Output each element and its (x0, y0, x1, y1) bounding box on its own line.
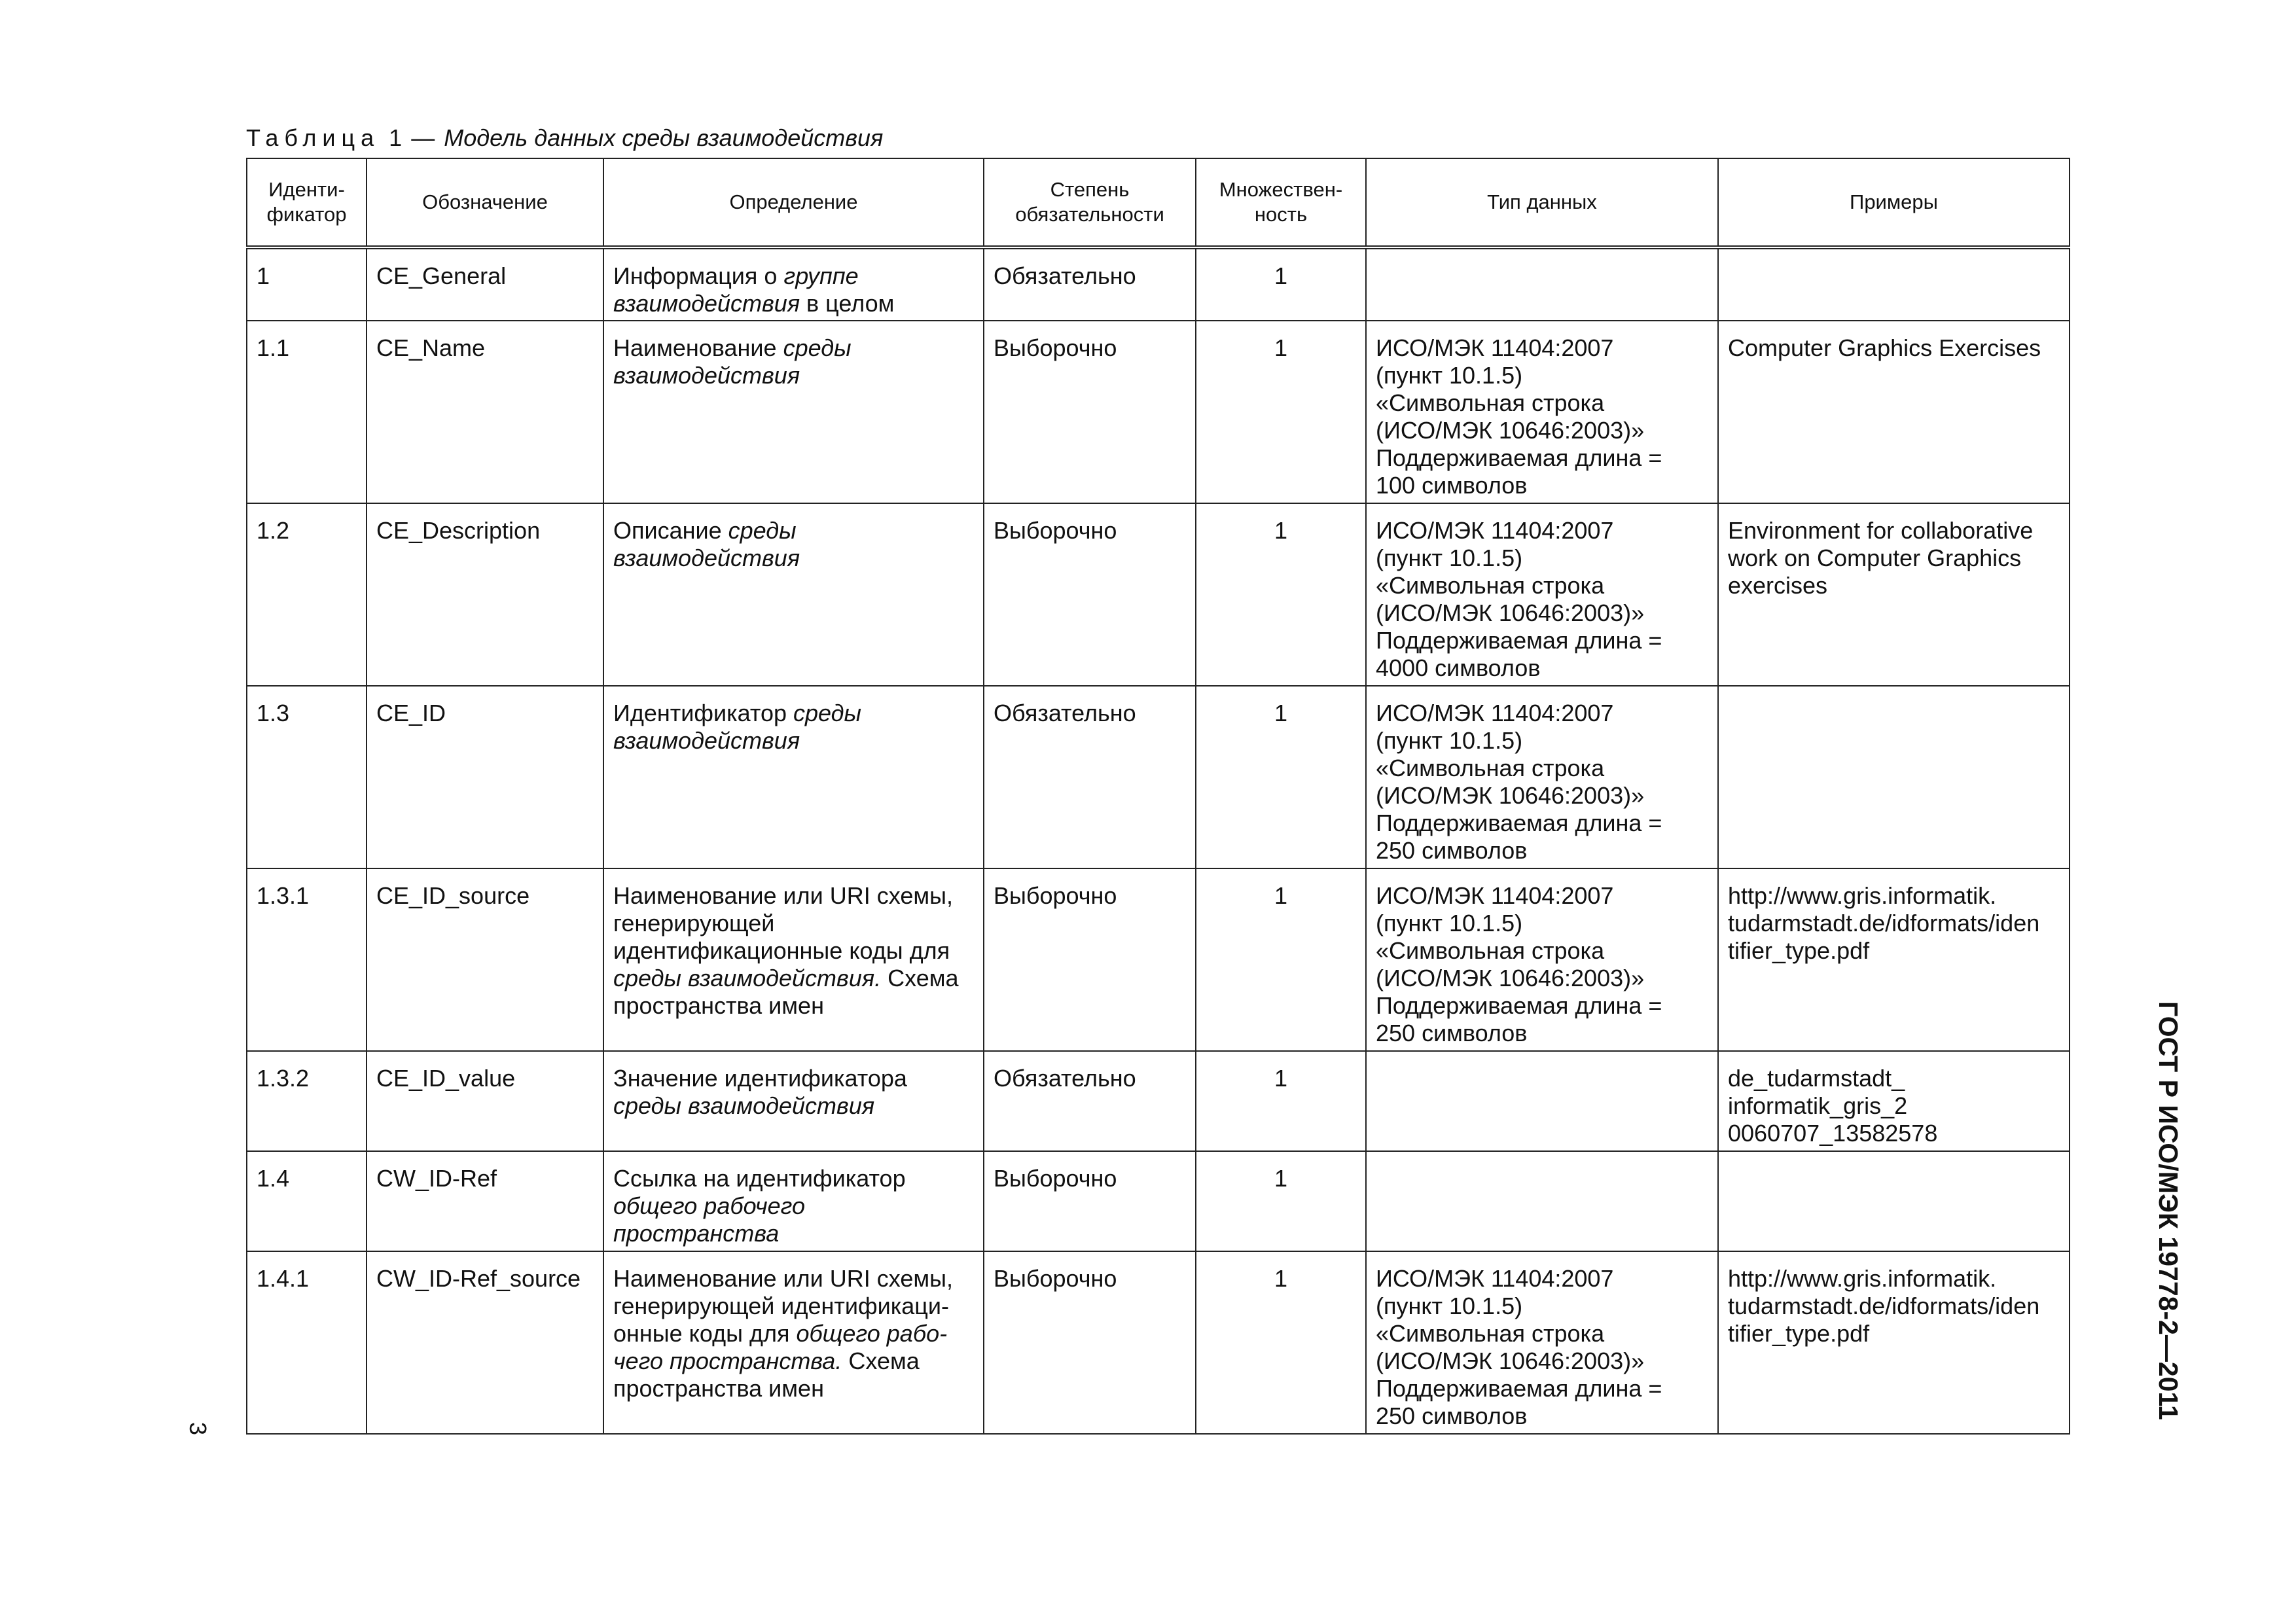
cell-examples (1718, 1151, 2070, 1251)
table-row (247, 503, 2070, 686)
cell-id: 1.4.1 (247, 1251, 367, 1434)
cell-id: 1.3.2 (247, 1051, 367, 1151)
cell-datatype: ИСО/МЭК 11404:2007 (пункт 10.1.5) «Символьная строка (ИСО/МЭК 10646:2003)» Поддерживаемая длина = 250 символов (1366, 1251, 1718, 1434)
cell-multiplicity: 1 (1196, 686, 1366, 868)
cell-obligation: Выборочно (984, 1151, 1196, 1251)
cell-definition: Значение идентификатора среды взаимодействия (603, 1051, 984, 1151)
cell-obligation: Обязательно (984, 247, 1196, 321)
cell-datatype: ИСО/МЭК 11404:2007 (пункт 10.1.5) «Символьная строка (ИСО/МЭК 10646:2003)» Поддерживаемая длина = 250 символов (1366, 686, 1718, 868)
cell-datatype: ИСО/МЭК 11404:2007 (пункт 10.1.5) «Символьная строка (ИСО/МЭК 10646:2003)» Поддерживаемая длина = 100 символов (1366, 321, 1718, 503)
table-row (247, 321, 2070, 503)
cell-name: CE_Description (367, 503, 603, 686)
document-side-title: ГОСТ Р ИСО/МЭК 19778-2—2011 (2153, 1001, 2183, 1420)
cell-obligation: Обязательно (984, 1051, 1196, 1151)
cell-id: 1 (247, 247, 367, 321)
data-model-table (246, 158, 2070, 1435)
header-row (247, 158, 2070, 247)
cell-datatype (1366, 1051, 1718, 1151)
cell-definition: Наименование или URI схемы, генерирующей идентификаци-онные коды для общего рабо-чего пространства. Схема пространства имен (603, 1251, 984, 1434)
cell-id: 1.2 (247, 503, 367, 686)
cell-name: CW_ID-Ref_source (367, 1251, 603, 1434)
table-row (247, 247, 2070, 321)
table-row (247, 1251, 2070, 1434)
header-definition: Определение (603, 158, 984, 247)
cell-examples (1718, 247, 2070, 321)
cell-obligation: Выборочно (984, 868, 1196, 1051)
caption-title: Модель данных среды взаимодействия (444, 124, 884, 151)
caption-dash: — (411, 124, 435, 151)
cell-multiplicity: 1 (1196, 1151, 1366, 1251)
cell-name: CE_ID (367, 686, 603, 868)
cell-obligation: Выборочно (984, 1251, 1196, 1434)
cell-examples: de_tudarmstadt_ informatik_gris_2 0060707_13582578 (1718, 1051, 2070, 1151)
cell-multiplicity: 1 (1196, 247, 1366, 321)
cell-datatype: ИСО/МЭК 11404:2007 (пункт 10.1.5) «Символьная строка (ИСО/МЭК 10646:2003)» Поддерживаемая длина = 250 символов (1366, 868, 1718, 1051)
cell-examples: Computer Graphics Exercises (1718, 321, 2070, 503)
cell-multiplicity: 1 (1196, 321, 1366, 503)
header-multiplicity: Множествен- ность (1196, 158, 1366, 247)
table-caption (246, 122, 883, 154)
header-datatype: Тип данных (1366, 158, 1718, 247)
table-row (247, 686, 2070, 868)
cell-obligation: Выборочно (984, 321, 1196, 503)
page-number: 3 (185, 1422, 211, 1436)
cell-datatype (1366, 247, 1718, 321)
cell-name: CW_ID-Ref (367, 1151, 603, 1251)
cell-datatype (1366, 1151, 1718, 1251)
cell-obligation: Выборочно (984, 503, 1196, 686)
header-examples: Примеры (1718, 158, 2070, 247)
cell-obligation: Обязательно (984, 686, 1196, 868)
cell-examples: http://www.gris.informatik. tudarmstadt.de/idformats/iden tifier_type.pdf (1718, 868, 2070, 1051)
cell-id: 1.3.1 (247, 868, 367, 1051)
cell-examples: Environment for collaborative work on Computer Graphics exercises (1718, 503, 2070, 686)
cell-definition: Описание среды взаимодействия (603, 503, 984, 686)
cell-id: 1.4 (247, 1151, 367, 1251)
cell-definition: Ссылка на идентификатор общего рабочего пространства (603, 1151, 984, 1251)
cell-definition: Наименование или URI схемы, генерирующей идентификационные коды для среды взаимодействия. Схема пространства имен (603, 868, 984, 1051)
cell-multiplicity: 1 (1196, 1251, 1366, 1434)
header-obligation: Степень обязательности (984, 158, 1196, 247)
cell-definition: Информация о группе взаимодействия в целом (603, 247, 984, 321)
cell-definition: Наименование среды взаимодействия (603, 321, 984, 503)
cell-name: CE_Name (367, 321, 603, 503)
cell-datatype: ИСО/МЭК 11404:2007 (пункт 10.1.5) «Символьная строка (ИСО/МЭК 10646:2003)» Поддерживаемая длина = 4000 символов (1366, 503, 1718, 686)
cell-multiplicity: 1 (1196, 503, 1366, 686)
header-name: Обозначение (367, 158, 603, 247)
cell-id: 1.3 (247, 686, 367, 868)
cell-multiplicity: 1 (1196, 868, 1366, 1051)
cell-name: CE_ID_source (367, 868, 603, 1051)
header-id: Иденти- фикатор (247, 158, 367, 247)
table-row (247, 1051, 2070, 1151)
caption-prefix: Таблица (246, 124, 380, 151)
table-row (247, 868, 2070, 1051)
caption-number: 1 (389, 124, 403, 151)
cell-name: CE_General (367, 247, 603, 321)
cell-id: 1.1 (247, 321, 367, 503)
cell-definition: Идентификатор среды взаимодействия (603, 686, 984, 868)
cell-multiplicity: 1 (1196, 1051, 1366, 1151)
cell-examples: http://www.gris.informatik. tudarmstadt.de/idformats/iden tifier_type.pdf (1718, 1251, 2070, 1434)
cell-name: CE_ID_value (367, 1051, 603, 1151)
table-row (247, 1151, 2070, 1251)
cell-examples (1718, 686, 2070, 868)
